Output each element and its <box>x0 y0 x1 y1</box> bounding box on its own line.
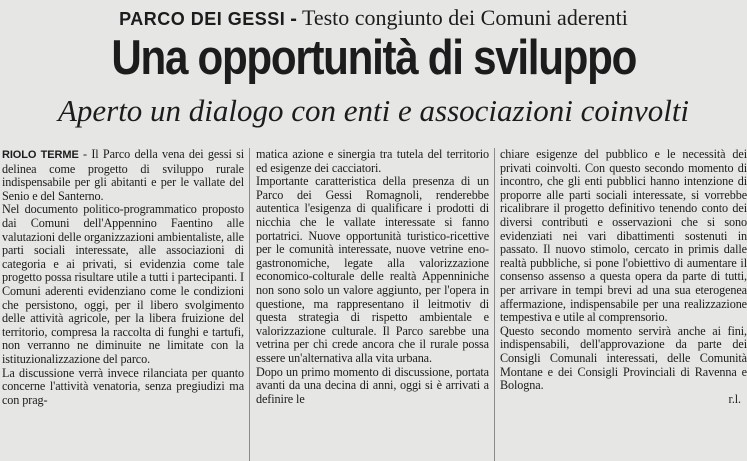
paragraph-text: - Il Parco della vena dei gessi si delinea come progetto di sviluppo rurale indispensabile per gli abitanti e per le vallate del Senio e del Santerno. <box>2 148 244 203</box>
paragraph: Questo secondo momento servirà anche ai fini, indispensabili, dell'approvazione da parte dei Consigli Comunali interessati, delle Comunità Montane e dei Consigli Provinciali di Ravenna e Bologna. <box>500 323 747 393</box>
headline: Una opportunità di sviluppo <box>111 31 637 85</box>
column-divider <box>249 148 250 461</box>
column-divider <box>494 148 495 461</box>
article-column-3 <box>500 148 747 461</box>
article-body <box>2 148 747 461</box>
paragraph: Importante caratteristica della presenza di un Parco dei Gessi Romagnoli, renderebbe autentica l'esigenza di qualificare i prodotti di nicchia che le vallate interessate si fanno portatrici. Nuove opportunità turistico-ricettive per le comunità interessate, nuove vetrine eno-gastronomiche, legate alla valorizzazione economico-colturale delle realtà Appenniniche non sono solo un valore aggiunto, per l'opera in questione, ma rappresentano il leitmotiv di questa strategia di rispetto ambientale e valorizzazione culturale. Il Parco sarebbe una vetrina per chi crede ancora che il rurale possa essere un'alternativa alla vita urbana. <box>256 174 489 365</box>
kicker <box>0 6 747 31</box>
signature: r.l. <box>728 391 741 406</box>
paragraph: Dopo un primo momento di discussione, portata avanti da una decina di anni, oggi si è arrivati a definire le <box>256 364 489 406</box>
kicker-tag: PARCO DEI GESSI <box>119 9 286 29</box>
article-column-1 <box>2 148 244 461</box>
subheadline: Aperto un dialogo con enti e associazioni coinvolti <box>57 93 690 128</box>
paragraph: La discussione verrà invece rilanciata per quanto concerne l'attività venatoria, senza pregiudizi ma con prag- <box>2 365 244 407</box>
kicker-separator: - <box>290 8 297 30</box>
paragraph <box>2 148 244 203</box>
paragraph: chiare esigenze del pubblico e le necessità dei privati coinvolti. Con questo secondo momento di incontro, che gli enti pubblici hanno intenzione di proporre alle parti sociali interessate, si vorrebbe ricalibrare il progetto definitivo tenendo conto dei diversi contributi e osservazioni che si sono evidenziati nei vari dibattimenti sostenuti in passato. Il nuovo stimolo, cercato in primis dalle realtà pubbliche, si pone l'obiettivo di aumentare il consenso assenso a questa opera da parte di tutti, per arrivare in tempi brevi ad una sua eterogenea affermazione, indispensabile per una realizzazione tempestiva e utile al comprensorio. <box>500 148 747 325</box>
kicker-text: Testo congiunto dei Comuni aderenti <box>301 5 628 30</box>
dateline: RIOLO TERME <box>2 149 79 161</box>
paragraph: Nel documento politico-programmatico proposto dai Comuni dell'Appennino Faentino alle valutazioni delle organizzazioni ambientaliste, alle parti sociali interessate, alle associazioni di categoria e ai privati, si evidenzia come tale progetto possa risultare utile a tutti i partecipanti. I Comuni aderenti evidenziano come le condizioni che persistono, oggi, per il libero svolgimento delle attività agricole, per la libera fruizione del territorio, compresa la raccolta di funghi e tartufi, non verranno ne diminuite ne limitate con la istituzionalizzazione del parco. <box>2 202 244 366</box>
article-column-2 <box>256 148 489 461</box>
paragraph: matica azione e sinergia tra tutela del territorio ed esigenze dei cacciatori. <box>256 148 489 175</box>
